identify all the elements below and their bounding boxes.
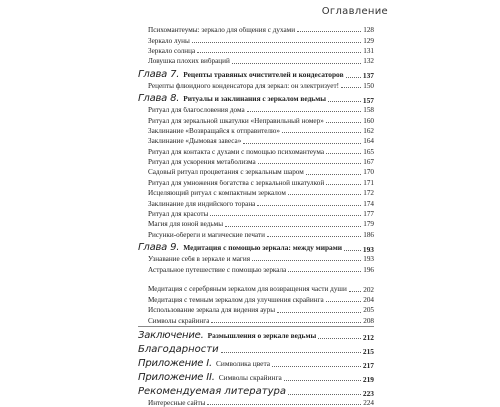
chapter-label: Заключение.	[138, 330, 204, 341]
dot-leader	[272, 366, 361, 367]
toc-entry-title: Ритуал для благословения дома	[148, 107, 245, 115]
toc-entry[interactable]	[138, 397, 374, 407]
toc-entry-title: Магия для юной ведьмы	[148, 221, 224, 229]
dot-leader	[288, 271, 361, 272]
chapter-label: Глава 8.	[138, 93, 180, 104]
toc-entry[interactable]	[138, 294, 374, 304]
chapter-title: Символы скрайинга	[218, 372, 282, 382]
page-number: 204	[363, 296, 374, 304]
chapter-label: Приложение I.	[138, 358, 212, 369]
toc-entry[interactable]	[138, 263, 374, 273]
toc-entry-title	[138, 359, 270, 369]
toc-chapter-entry[interactable]	[138, 357, 374, 369]
dot-leader	[247, 111, 362, 112]
toc-entry-title: Ловушка плохих вибраций	[148, 58, 230, 66]
page-number: 167	[363, 158, 374, 167]
page-number: 186	[363, 230, 374, 239]
dot-leader	[326, 153, 361, 154]
page-number: 137	[362, 71, 374, 81]
page-number: 160	[363, 116, 374, 125]
dot-leader	[297, 31, 361, 32]
page-number: 170	[363, 168, 374, 177]
page-number: 177	[363, 210, 374, 219]
page-number: 193	[362, 244, 374, 254]
toc-entry[interactable]	[138, 197, 374, 207]
dot-leader	[277, 312, 361, 313]
toc-entry-title: Ритуал для ускорения метаболизма	[148, 159, 256, 167]
toc-entry-title: Заклинание «Дымовая завеса»	[148, 138, 242, 146]
dot-leader	[288, 394, 361, 395]
page-number: 217	[362, 360, 374, 370]
toc-entry-title: Использование зеркала для видения ауры	[148, 307, 276, 315]
chapter-title: Медитация с помощью зеркала: между мирами	[183, 243, 343, 253]
toc-entry[interactable]	[138, 274, 374, 294]
dot-leader	[211, 322, 361, 323]
toc-entry-title: Зеркало луны	[148, 37, 190, 45]
page-number: 179	[363, 220, 374, 229]
toc-entry-title: Заклинание «Возвращайся к отправителю»	[148, 127, 280, 135]
toc-chapter-entry[interactable]	[138, 241, 374, 253]
toc-entry-title: Рецепты флюидного конденсатора для зеркал: он электризует!	[148, 82, 339, 90]
dot-leader	[267, 236, 361, 237]
dot-leader	[318, 338, 361, 339]
toc-entry-title	[138, 70, 344, 80]
toc-entry-title: Благодарности	[138, 344, 219, 355]
toc-chapter-entry[interactable]	[138, 371, 374, 383]
toc-entry[interactable]	[138, 208, 374, 218]
toc-section-entry[interactable]	[138, 385, 374, 397]
toc-entry-title: Медитация с темным зеркалом для улучшения скрайинга	[148, 297, 324, 304]
toc-entry[interactable]	[138, 80, 374, 90]
toc-entry-title: Ритуал для контакта с духами с помощью психомантеума	[148, 148, 325, 156]
section-divider	[138, 326, 374, 327]
toc-entry[interactable]	[138, 24, 374, 34]
dot-leader	[207, 404, 361, 405]
toc-entry[interactable]	[138, 55, 374, 65]
toc-entry[interactable]	[138, 177, 374, 187]
toc-entry-title: Зеркало солнца	[148, 47, 196, 55]
page-number: 223	[362, 388, 374, 398]
chapter-title: Ритуалы и заклинания с зеркалом ведьмы	[183, 93, 327, 103]
toc-entry[interactable]	[138, 125, 374, 135]
toc-chapter-entry[interactable]	[138, 68, 374, 80]
toc-entry[interactable]	[138, 315, 374, 325]
dot-leader	[288, 194, 361, 195]
page-number: 171	[363, 178, 374, 187]
page-number: 129	[363, 36, 374, 45]
toc-entry-title: Рекомендуемая литература	[138, 386, 286, 397]
toc-entry-title: Медитация с серебряным зеркалом для возвращения части души	[148, 284, 347, 293]
toc-entry-title: Узнавание себя в зеркале и магия	[148, 256, 251, 264]
dot-leader	[282, 132, 361, 133]
page-number: 131	[363, 46, 374, 55]
dot-leader	[257, 205, 361, 206]
toc-entry-title: Интересные сайты	[148, 400, 206, 407]
toc-entry-title: Ритуал для красоты	[148, 211, 209, 219]
page-number: 128	[363, 26, 374, 35]
dot-leader	[232, 63, 361, 64]
page-number: 164	[363, 137, 374, 146]
dot-leader	[306, 174, 361, 175]
toc-entry[interactable]	[138, 218, 374, 228]
chapter-title: Рецепты травяных очистителей и кондесаторов	[183, 69, 344, 79]
toc-entry[interactable]	[138, 229, 374, 239]
dot-leader	[326, 122, 361, 123]
toc-entry-title: Астральное путешествие с помощью зеркала	[148, 266, 287, 274]
dot-leader	[197, 52, 361, 53]
page-number: 224	[363, 399, 374, 407]
toc-entry-title	[138, 373, 282, 383]
dot-leader	[243, 143, 361, 144]
chapter-label: Глава 7.	[138, 69, 180, 80]
toc-entry-title: Рисунки-обереги и магические печати	[148, 231, 265, 239]
dot-leader	[252, 260, 361, 261]
chapter-label: Приложение II.	[138, 372, 215, 383]
toc-entry-title: Исцеляющий ритуал с компактным зеркалом	[148, 190, 286, 198]
page-number: 202	[363, 285, 374, 294]
running-head: Оглавление	[321, 6, 388, 17]
toc-entry-title: Заклинание для индийского торана	[148, 200, 256, 208]
toc-entry-title	[138, 94, 326, 104]
toc-entry-title	[138, 243, 342, 253]
toc-entry[interactable]	[138, 304, 374, 314]
toc-section-entry[interactable]	[138, 343, 374, 355]
chapter-label: Глава 9.	[138, 243, 180, 254]
toc-chapter-entry[interactable]	[138, 329, 374, 341]
page-number: 212	[362, 332, 374, 342]
toc-entry-title: Символы скрайинга	[148, 317, 210, 325]
page-number: 165	[363, 147, 374, 156]
toc-entry-title: Ритуал для зеркальной шкатулки «Неправильный номер»	[148, 117, 324, 125]
page-number: 132	[363, 57, 374, 66]
toc-chapter-entry[interactable]	[138, 92, 374, 104]
dot-leader	[326, 301, 361, 302]
toc-entry-title: Ритуал для умножения богатства с зеркальной шкатулкой	[148, 179, 325, 187]
dot-leader	[221, 352, 361, 353]
page-number: 150	[363, 81, 374, 90]
toc-entry[interactable]	[138, 253, 374, 263]
toc-entry[interactable]	[138, 104, 374, 114]
page-number: 205	[363, 306, 374, 315]
dot-leader	[258, 163, 362, 164]
dot-leader	[192, 42, 361, 43]
toc-entry-title	[138, 331, 316, 341]
dot-leader	[210, 215, 361, 216]
page-number: 157	[362, 95, 374, 105]
page-number: 215	[362, 346, 374, 356]
dot-leader	[284, 380, 361, 381]
toc-entry[interactable]	[138, 135, 374, 145]
dot-leader	[328, 101, 361, 102]
dot-leader	[346, 77, 361, 78]
page-number: 208	[363, 316, 374, 325]
toc-entry-title: Садовый ритуал процветания с зеркальным шаром	[148, 169, 304, 177]
page-number: 193	[363, 255, 374, 264]
toc-entry[interactable]	[138, 156, 374, 166]
page-number: 196	[363, 265, 374, 274]
toc-entry[interactable]	[138, 34, 374, 44]
toc-entry[interactable]	[138, 187, 374, 197]
chapter-title: Символика цвета	[215, 358, 271, 368]
chapter-title: Размышления о зеркале ведьмы	[207, 330, 317, 340]
dot-leader	[326, 184, 361, 185]
dot-leader	[344, 250, 361, 251]
toc-entry-title: Психомантеумы: зеркало для общения с духами	[148, 27, 296, 35]
toc-entry[interactable]	[138, 166, 374, 176]
page-number: 158	[363, 106, 374, 115]
dot-leader	[225, 226, 361, 227]
dot-leader	[341, 87, 361, 88]
toc-entry[interactable]	[138, 114, 374, 124]
dot-leader	[349, 291, 361, 292]
toc-entry[interactable]	[138, 45, 374, 55]
page-number: 174	[363, 199, 374, 208]
table-of-contents	[138, 24, 374, 407]
page-number: 219	[362, 374, 374, 384]
page-number: 162	[363, 126, 374, 135]
page-number: 172	[363, 189, 374, 198]
toc-entry[interactable]	[138, 146, 374, 156]
